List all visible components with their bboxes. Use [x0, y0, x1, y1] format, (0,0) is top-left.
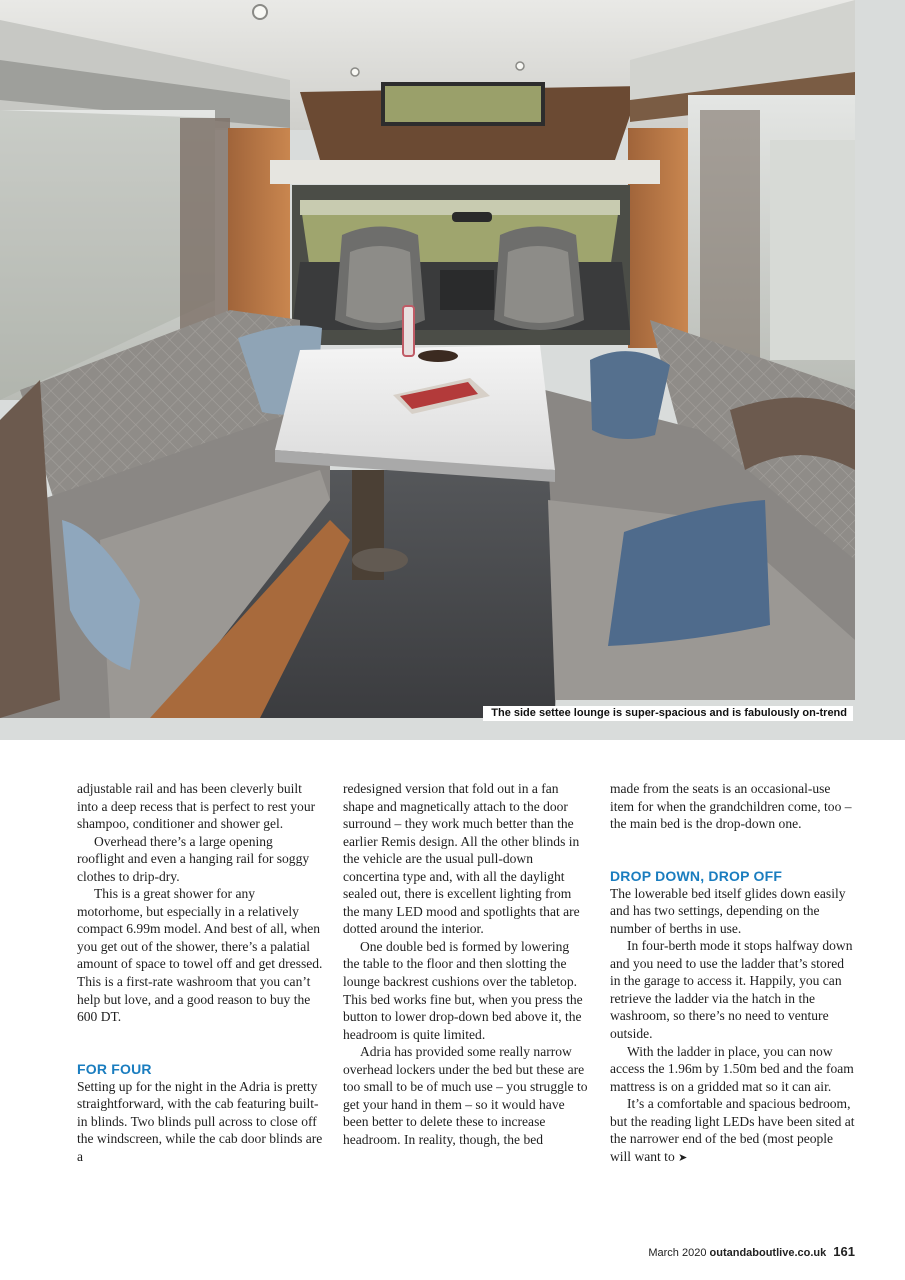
article-column-1	[77, 780, 323, 1165]
subheading-drop-down: DROP DOWN, DROP OFF	[610, 867, 783, 884]
article-column-3	[610, 780, 856, 1166]
paragraph	[610, 1095, 856, 1166]
paragraph-text: It’s a comfortable and spacious bedroom, but the reading light LEDs have been sited at the narrower end of the bed (most people will want to	[610, 1096, 855, 1164]
photo-caption: The side settee lounge is super-spacious and is fabulously on-trend	[483, 706, 853, 721]
paragraph: This is a great shower for any motorhome, but especially in a relatively compact 6.99m model. And best of all, when you get out of the shower, there’s a palatial amount of space to towel off and get dressed. This is a first-rate washroom that you can’t help but love, and a good reason to buy the 600 DT.	[77, 886, 323, 1025]
paragraph: made from the seats is an occasional-use item for when the grandchildren come, too – the main bed is the drop-down one.	[610, 781, 852, 832]
paragraph: Adria has provided some really narrow overhead lockers under the bed but these are too small to be of much use – you struggle to get your hand in them – so it would have been better to delete these to increase headroom. In reality, though, the bed	[343, 1044, 588, 1147]
paragraph: One double bed is formed by lowering the table to the floor and then slotting the lounge backrest cushions over the tabletop. This bed works fine but, when you press the button to lower drop-down bed above it, the headroom is quite limited.	[343, 938, 583, 1042]
website: outandaboutlive.co.uk	[709, 1247, 827, 1259]
paragraph: adjustable rail and has been cleverly built into a deep recess that is perfect to rest your shampoo, conditioner and shower gel.	[77, 781, 316, 832]
subheading-for-four: FOR FOUR	[77, 1060, 152, 1077]
issue-date: March 2020	[648, 1247, 707, 1259]
paragraph: Setting up for the night in the Adria is pretty straightforward, with the cab featuring built-in blinds. Two blinds pull across to close off the windscreen, while the cab door blinds are a	[77, 1078, 323, 1164]
section-gap	[610, 833, 856, 868]
page-footer	[648, 1244, 855, 1259]
paragraph: Overhead there’s a large opening rooflight and even a hanging rail for soggy clothes to drip-dry.	[77, 833, 310, 884]
paragraph: With the ladder in place, you can now access the 1.96m by 1.50m bed and the foam mattress is on a gridded mat so it can air.	[610, 1043, 854, 1094]
section-gap	[77, 1026, 323, 1061]
page-number: 161	[833, 1244, 855, 1259]
article-column-2	[343, 780, 589, 1148]
paragraph: redesigned version that fold out in a fan shape and magnetically attach to the door surround – they work much better than the earlier Remis design. All the other blinds in the vehicle are the usual pull-down concertina type and, with all the daylight sealed out, there is excellent lighting from the many LED mood and spotlights that are dotted around the interior.	[343, 781, 580, 937]
paragraph: In four-berth mode it stops halfway down and you need to use the ladder that’s stored in the garage to access it. Happily, you can retrieve the ladder via the hatch in the washroom, so there’s no need to venture outside.	[610, 938, 853, 1042]
paragraph: The lowerable bed itself glides down easily and has two settings, depending on the number of berths in use.	[610, 885, 846, 936]
continue-arrow-icon: ➤	[678, 1150, 688, 1164]
